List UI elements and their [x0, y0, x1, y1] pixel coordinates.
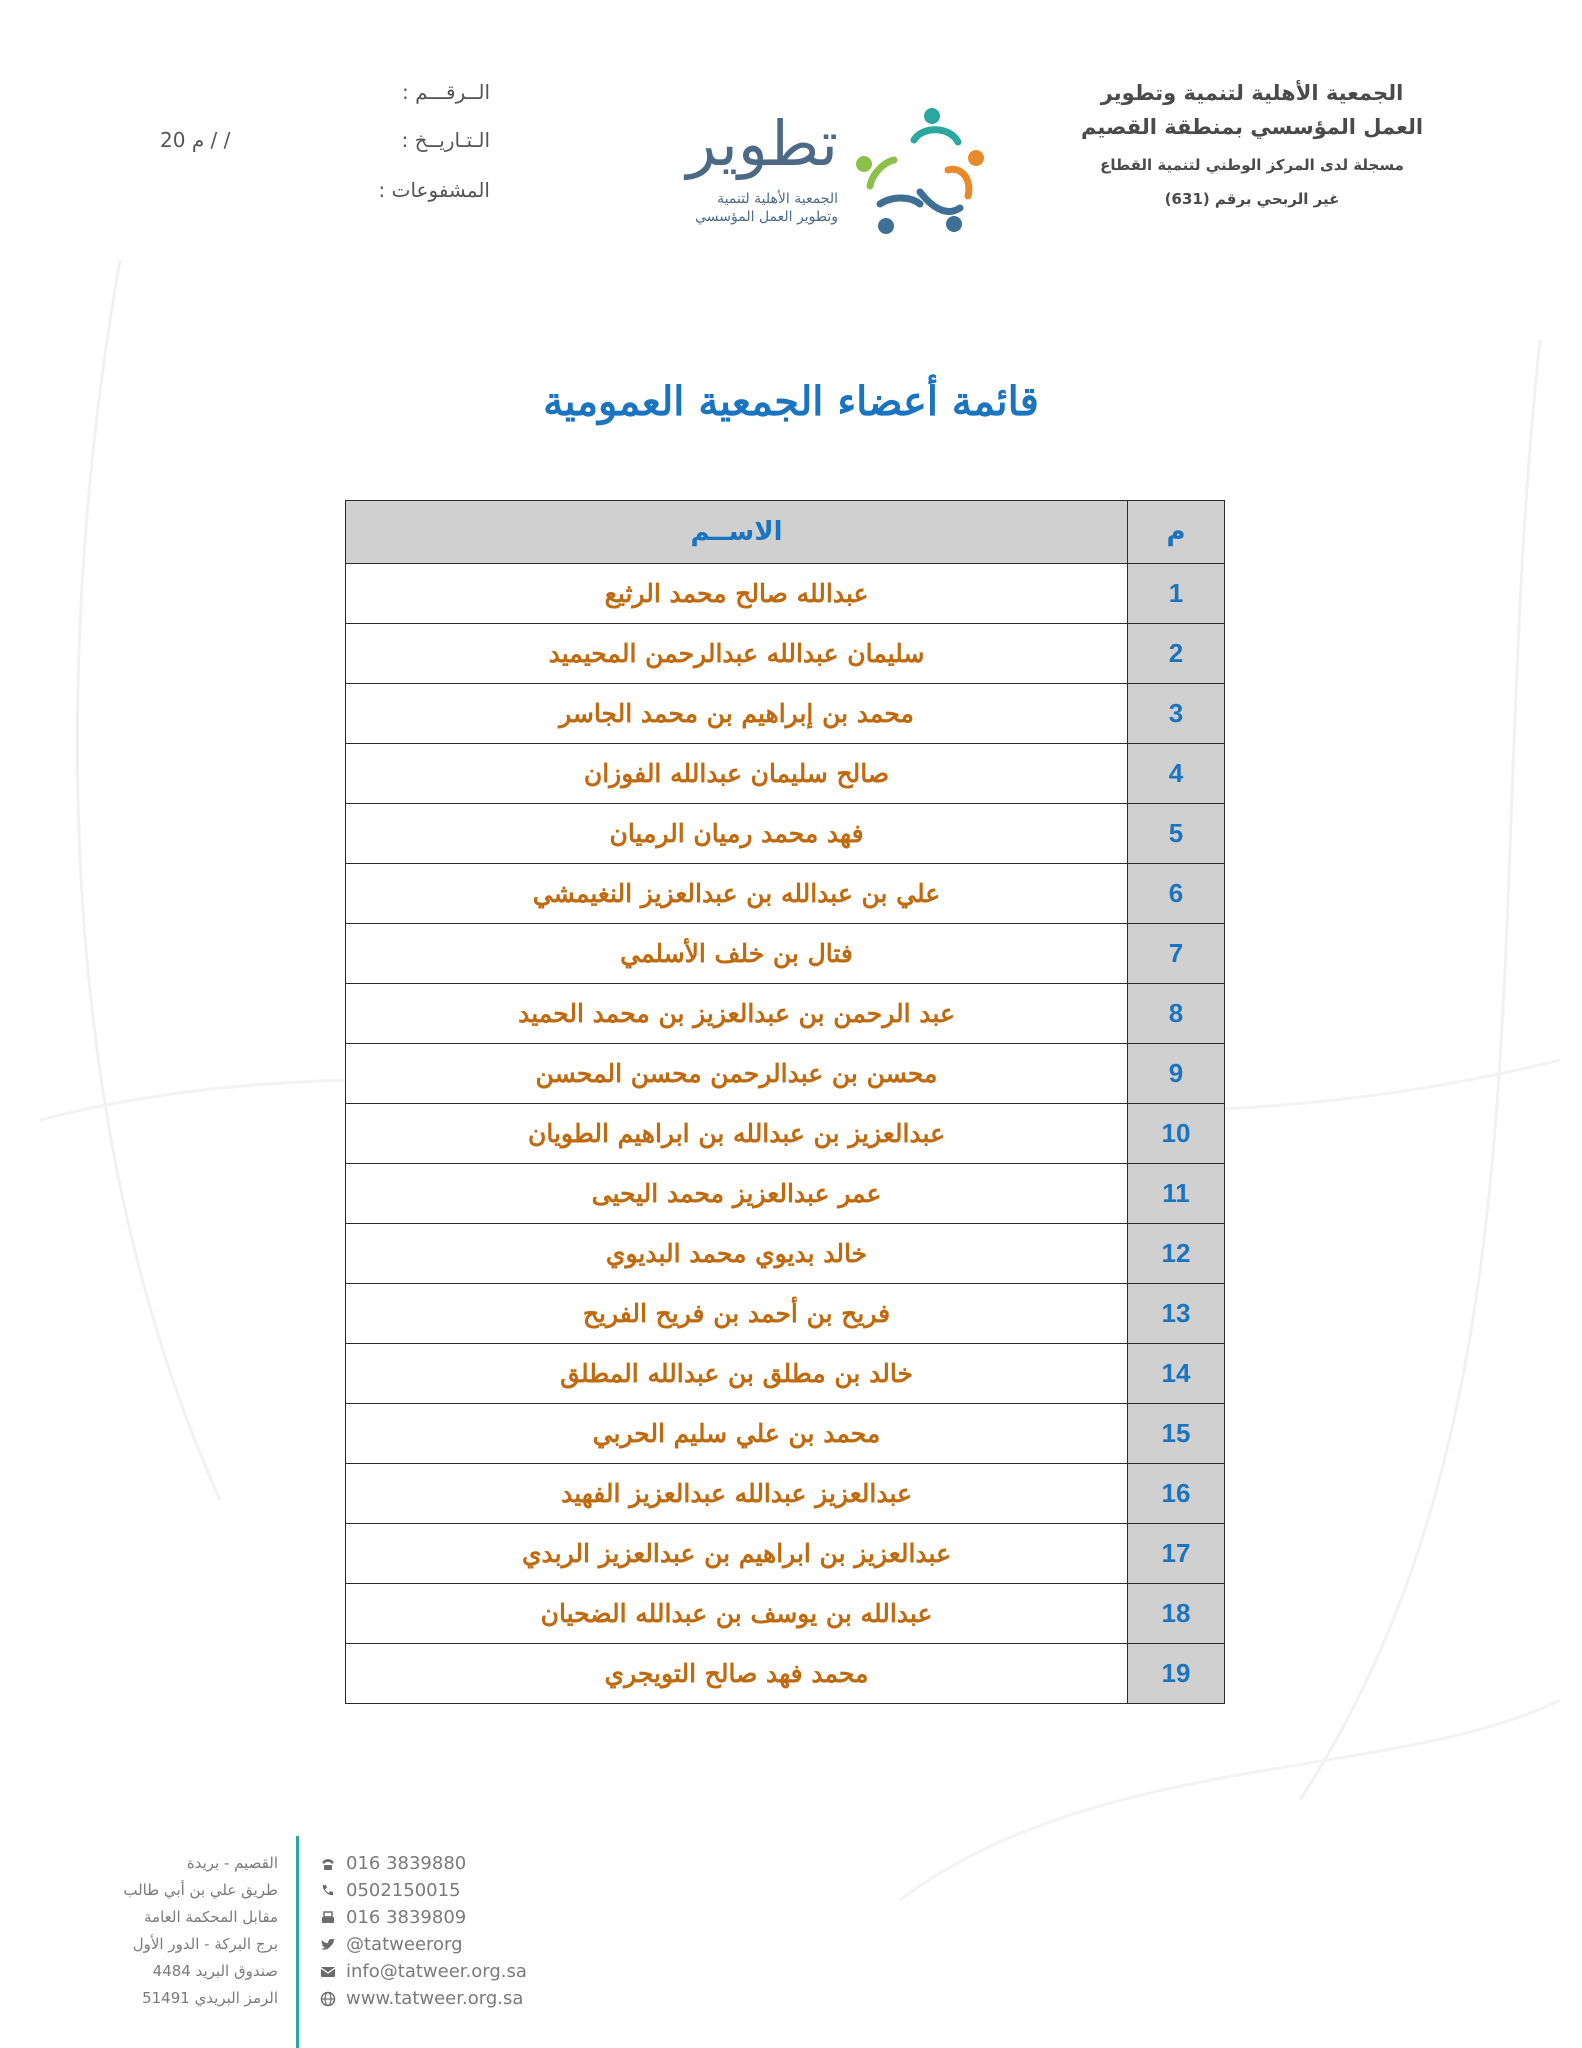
row-number: 12 [1128, 1224, 1225, 1284]
email-address[interactable]: info@tatweer.org.sa [346, 1961, 527, 1982]
row-number: 6 [1128, 864, 1225, 924]
row-number: 11 [1128, 1164, 1225, 1224]
contact-fax [320, 1904, 620, 1931]
header-name: الاســم [346, 501, 1128, 564]
member-name: عبدالعزيز عبدالله عبدالعزيز الفهيد [346, 1464, 1128, 1524]
row-number: 2 [1128, 624, 1225, 684]
footer-divider [296, 1836, 299, 2048]
website-url[interactable]: www.tatweer.org.sa [346, 1988, 524, 2009]
row-number: 8 [1128, 984, 1225, 1044]
mobile-number: 0502150015 [346, 1880, 461, 1901]
header-num: م [1128, 501, 1225, 564]
table-row [346, 1344, 1225, 1404]
member-name: خالد بن مطلق بن عبدالله المطلق [346, 1344, 1128, 1404]
phone-icon [320, 1856, 336, 1872]
fax-number: 016 3839809 [346, 1907, 467, 1928]
row-number: 7 [1128, 924, 1225, 984]
row-number: 1 [1128, 564, 1225, 624]
address-line: صندوق البريد 4484 [152, 1962, 278, 1980]
page-title: قائمة أعضاء الجمعية العمومية [543, 378, 1039, 425]
table-row [346, 984, 1225, 1044]
table-row [346, 1464, 1225, 1524]
registration-line2: غير الربحي برقم (631) [1164, 190, 1340, 208]
registration-line1: مسجلة لدى المركز الوطني لتنمية القطاع [1100, 156, 1404, 174]
contact-email [320, 1958, 620, 1985]
row-number: 19 [1128, 1644, 1225, 1704]
row-number: 5 [1128, 804, 1225, 864]
member-name: سليمان عبدالله عبدالرحمن المحيميد [346, 624, 1128, 684]
member-name: صالح سليمان عبدالله الفوزان [346, 744, 1128, 804]
contact-phone [320, 1850, 620, 1877]
member-name: علي بن عبدالله بن عبدالعزيز النغيمشي [346, 864, 1128, 924]
table-row [346, 1644, 1225, 1704]
member-name: فريح بن أحمد بن فريح الفريح [346, 1284, 1128, 1344]
address-line: الرمز البريدي 51491 [142, 1989, 278, 2007]
address-line: القصيم - بريدة [186, 1854, 278, 1872]
table-row [346, 1104, 1225, 1164]
member-name: خالد بديوي محمد البديوي [346, 1224, 1128, 1284]
twitter-handle[interactable]: @tatweerorg [346, 1934, 463, 1955]
address-line: مقابل المحكمة العامة [144, 1908, 278, 1926]
logo-mark-icon [850, 100, 990, 240]
table-row [346, 1524, 1225, 1584]
members-table [345, 500, 1225, 1704]
fax-icon [320, 1910, 336, 1926]
table-row [346, 1224, 1225, 1284]
org-name-line2: العمل المؤسسي بمنطقة القصيم [1080, 115, 1424, 139]
logo-subtitle-line2: وتطوير العمل المؤسسي [695, 209, 838, 225]
row-number: 14 [1128, 1344, 1225, 1404]
row-number: 16 [1128, 1464, 1225, 1524]
tatweer-logo [640, 100, 1000, 240]
member-name: محسن بن عبدالرحمن محسن المحسن [346, 1044, 1128, 1104]
globe-icon [320, 1991, 336, 2007]
logo-subtitle-line1: الجمعية الأهلية لتنمية [717, 191, 838, 207]
table-row [346, 864, 1225, 924]
email-icon [320, 1964, 336, 1980]
row-number: 3 [1128, 684, 1225, 744]
row-number: 10 [1128, 1104, 1225, 1164]
contact-twitter [320, 1931, 620, 1958]
ref-attachments-label: المشفوعات : [378, 178, 490, 202]
phone-number: 016 3839880 [346, 1853, 467, 1874]
row-number: 18 [1128, 1584, 1225, 1644]
address-line: طريق علي بن أبي طالب [123, 1881, 278, 1899]
member-name: عبدالعزيز بن ابراهيم بن عبدالعزيز الربدي [346, 1524, 1128, 1584]
footer-address [40, 1850, 278, 2012]
member-name: فتال بن خلف الأسلمي [346, 924, 1128, 984]
member-name: فهد محمد رميان الرميان [346, 804, 1128, 864]
member-name: محمد فهد صالح التويجري [346, 1644, 1128, 1704]
table-header-row [346, 501, 1225, 564]
table-row [346, 744, 1225, 804]
footer-contacts [320, 1850, 620, 2012]
row-number: 13 [1128, 1284, 1225, 1344]
address-line: برج البركة - الدور الأول [132, 1935, 278, 1953]
table-row [346, 1044, 1225, 1104]
row-number: 17 [1128, 1524, 1225, 1584]
ref-date-value: 20 م / / [160, 128, 231, 152]
table-row [346, 1404, 1225, 1464]
mobile-icon [320, 1883, 336, 1899]
row-number: 4 [1128, 744, 1225, 804]
table-row [346, 804, 1225, 864]
contact-mobile [320, 1877, 620, 1904]
org-name-line1: الجمعية الأهلية لتنمية وتطوير [1100, 81, 1404, 105]
member-name: عبدالله صالح محمد الرثيع [346, 564, 1128, 624]
ref-date-label: الـتـاريــخ : [401, 128, 490, 152]
table-row [346, 1284, 1225, 1344]
ref-number-label: الــرقـــم : [402, 80, 490, 104]
table-row [346, 684, 1225, 744]
twitter-icon [320, 1937, 336, 1953]
table-row [346, 1584, 1225, 1644]
row-number: 9 [1128, 1044, 1225, 1104]
table-row [346, 624, 1225, 684]
member-name: محمد بن علي سليم الحربي [346, 1404, 1128, 1464]
organization-header [1022, 76, 1482, 216]
member-name: محمد بن إبراهيم بن محمد الجاسر [346, 684, 1128, 744]
table-row [346, 1164, 1225, 1224]
member-name: عبدالعزيز بن عبدالله بن ابراهيم الطويان [346, 1104, 1128, 1164]
member-name: عبد الرحمن بن عبدالعزيز بن محمد الحميد [346, 984, 1128, 1044]
table-row [346, 564, 1225, 624]
logo-wordmark: تطوير [686, 107, 838, 180]
row-number: 15 [1128, 1404, 1225, 1464]
member-name: عبدالله بن يوسف بن عبدالله الضحيان [346, 1584, 1128, 1644]
member-name: عمر عبدالعزيز محمد اليحيى [346, 1164, 1128, 1224]
contact-website [320, 1985, 620, 2012]
table-row [346, 924, 1225, 984]
